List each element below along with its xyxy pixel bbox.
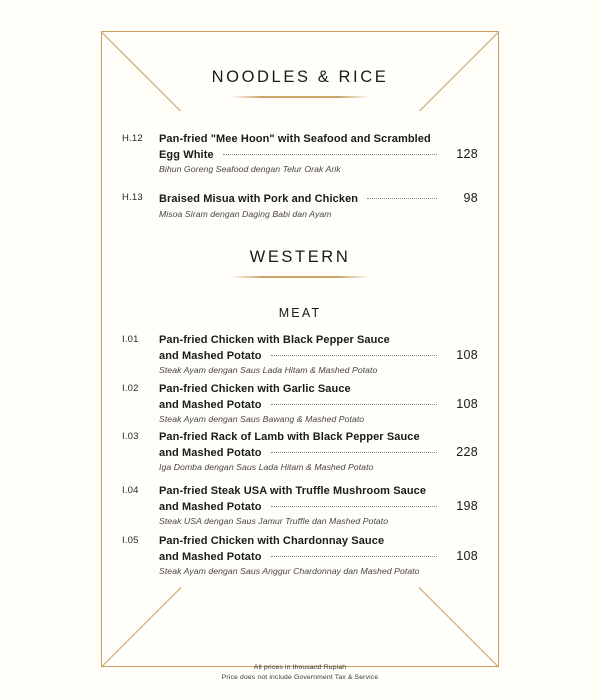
dotted-leader <box>271 556 437 557</box>
item-name-line: and Mashed Potato <box>159 550 262 563</box>
dotted-leader <box>223 154 437 155</box>
section-title: WESTERN <box>249 248 351 266</box>
item-name-line: Pan-fried Chicken with Chardonnay Sauce <box>159 535 385 547</box>
item-price: 108 <box>456 347 478 362</box>
item-name-price-line <box>159 147 478 163</box>
item-body <box>159 191 478 220</box>
dotted-leader <box>271 355 437 356</box>
item-price: 108 <box>456 396 478 411</box>
menu-item <box>122 333 478 376</box>
item-name-price-line <box>159 499 478 515</box>
item-name-line: Pan-fried Chicken with Black Pepper Sauce <box>159 334 390 346</box>
item-name-line: Pan-fried "Mee Hoon" with Seafood and Scrambled <box>159 133 431 145</box>
item-price: 228 <box>456 444 478 459</box>
item-price: 128 <box>456 146 478 161</box>
subsection-title: MEAT <box>278 306 322 320</box>
item-code: I.02 <box>122 383 139 394</box>
item-price: 98 <box>463 191 478 205</box>
item-name-line: and Mashed Potato <box>159 446 262 459</box>
item-code: I.04 <box>122 485 139 496</box>
item-description: Steak USA dengan Saus Jamur Truffle dan Mashed Potato <box>159 516 389 526</box>
item-name-line: and Mashed Potato <box>159 500 262 513</box>
item-price: 198 <box>456 498 478 513</box>
dotted-leader <box>271 506 437 507</box>
dotted-leader <box>367 198 437 199</box>
item-description: Iga Domba dengan Saus Lada Hitam & Mashed Potato <box>159 462 374 472</box>
section-header <box>122 248 478 278</box>
item-code: I.01 <box>122 334 139 345</box>
item-description: Bihun Goreng Seafood dengan Telur Orak Arik <box>159 164 341 174</box>
item-body <box>159 430 478 473</box>
footer-line-2: Price does not include Government Tax & Service <box>221 673 379 681</box>
item-description: Misoa Siram dengan Daging Babi dan Ayam <box>159 208 332 219</box>
item-name-line: Pan-fried Steak USA with Truffle Mushroom Sauce <box>159 485 427 497</box>
item-body <box>159 382 478 425</box>
section-header <box>122 68 478 98</box>
item-name-line: and Mashed Potato <box>159 349 262 362</box>
menu-item <box>122 132 478 175</box>
item-name-price-line <box>159 445 478 461</box>
section-divider-rule <box>231 96 369 98</box>
section-divider-rule <box>231 276 369 278</box>
item-name-line: Pan-fried Chicken with Garlic Sauce <box>159 383 351 395</box>
dotted-leader <box>271 452 437 453</box>
menu-item <box>122 484 478 527</box>
item-price: 108 <box>456 548 478 563</box>
item-body <box>159 484 478 527</box>
footer-note <box>0 663 600 682</box>
menu-content <box>122 31 478 667</box>
item-name-line: Pan-fried Rack of Lamb with Black Pepper Sauce <box>159 431 420 443</box>
menu-item <box>122 534 478 577</box>
item-name-price-line <box>159 549 478 565</box>
section-title: NOODLES & RICE <box>211 68 389 86</box>
item-code: I.05 <box>122 535 139 546</box>
item-description: Steak Ayam dengan Saus Bawang & Mashed Potato <box>159 414 365 424</box>
item-name-line: Braised Misua with Pork and Chicken <box>159 193 359 205</box>
menu-item <box>122 191 478 220</box>
item-name-price-line <box>159 191 478 207</box>
item-name-price-line <box>159 397 478 413</box>
item-code: H.12 <box>122 133 143 144</box>
item-code: H.13 <box>122 192 143 203</box>
item-description: Steak Ayam dengan Saus Lada Hitam & Mashed Potato <box>159 365 378 375</box>
item-body <box>159 534 478 577</box>
item-description: Steak Ayam dengan Saus Anggur Chardonnay dan Mashed Potato <box>159 566 420 576</box>
item-body <box>159 132 478 175</box>
dotted-leader <box>271 404 437 405</box>
item-body <box>159 333 478 376</box>
item-name-price-line <box>159 348 478 364</box>
item-code: I.03 <box>122 431 139 442</box>
menu-item <box>122 382 478 425</box>
menu-item <box>122 430 478 473</box>
item-name-line: Egg White <box>159 148 214 161</box>
item-name-line: and Mashed Potato <box>159 398 262 411</box>
footer-line-1: All prices in thousand Rupiah <box>253 664 347 671</box>
